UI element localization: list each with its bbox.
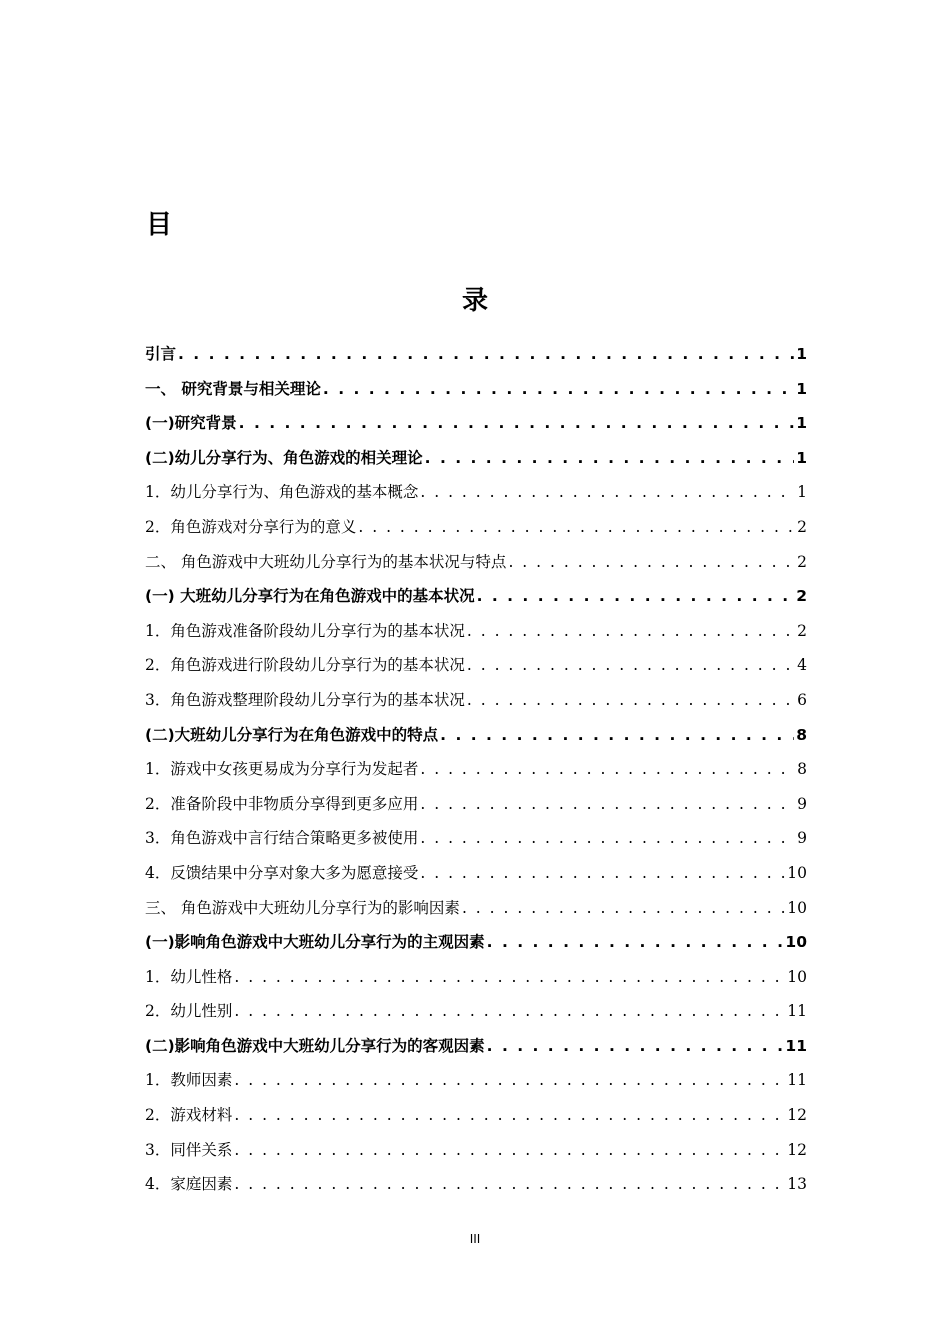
toc-entry-page: 10 — [787, 967, 807, 986]
toc-entry-page: 2 — [797, 552, 807, 571]
toc-dot-leader — [420, 483, 795, 501]
toc-dot-leader — [508, 553, 795, 571]
toc-dot-leader — [178, 345, 794, 363]
toc-entry[interactable] — [145, 446, 807, 481]
toc-dot-leader — [467, 691, 795, 709]
toc-entry[interactable] — [145, 550, 807, 585]
toc-entry-page: 10 — [787, 863, 807, 882]
toc-entry-title: 一、 研究背景与相关理论 — [145, 379, 321, 398]
toc-dot-leader — [440, 726, 794, 744]
toc-entry[interactable] — [145, 861, 807, 896]
toc-entry-page: 2 — [797, 517, 807, 536]
toc-entry-title: 三、 角色游戏中大班幼儿分享行为的影响因素 — [145, 898, 460, 917]
toc-entry-page: 11 — [785, 1036, 807, 1055]
table-of-contents — [145, 342, 807, 1207]
toc-entry[interactable] — [145, 515, 807, 550]
toc-entry[interactable] — [145, 584, 807, 619]
toc-entry-title: 2．角色游戏进行阶段幼儿分享行为的基本状况 — [145, 656, 465, 675]
toc-entry-page: 12 — [787, 1140, 807, 1159]
toc-dot-leader — [487, 933, 784, 951]
toc-entry-page: 8 — [797, 760, 807, 779]
toc-entry-title: 1．角色游戏准备阶段幼儿分享行为的基本状况 — [145, 621, 465, 640]
toc-entry[interactable] — [145, 930, 807, 965]
toc-dot-leader — [358, 518, 795, 536]
toc-entry-title: (二)影响角色游戏中大班幼儿分享行为的客观因素 — [145, 1036, 485, 1055]
toc-entry-page: 11 — [787, 1002, 807, 1021]
toc-dot-leader — [239, 414, 795, 432]
toc-entry-title: 3．角色游戏整理阶段幼儿分享行为的基本状况 — [145, 690, 465, 709]
toc-entry[interactable] — [145, 1068, 807, 1103]
toc-title-first-char: 目 — [146, 210, 173, 240]
toc-entry[interactable] — [145, 1034, 807, 1069]
toc-entry-title: (二)幼儿分享行为、角色游戏的相关理论 — [145, 448, 423, 467]
toc-dot-leader — [234, 968, 785, 986]
toc-entry-page: 8 — [796, 725, 807, 744]
toc-entry[interactable] — [145, 688, 807, 723]
toc-entry-title: 2．幼儿性别 — [145, 1002, 233, 1021]
toc-entry[interactable] — [145, 1172, 807, 1207]
toc-dot-leader — [467, 622, 795, 640]
toc-entry[interactable] — [145, 411, 807, 446]
toc-entry[interactable] — [145, 999, 807, 1034]
toc-entry-page: 9 — [797, 794, 807, 813]
toc-entry[interactable] — [145, 377, 807, 412]
page-number-footer: III — [469, 1232, 481, 1246]
toc-entry-page: 1 — [797, 483, 807, 502]
toc-entry-page: 2 — [796, 587, 807, 606]
toc-entry-title: 引言 — [145, 345, 177, 363]
toc-entry[interactable] — [145, 1103, 807, 1138]
toc-entry[interactable] — [145, 1138, 807, 1173]
toc-entry-title: 2．游戏材料 — [145, 1106, 233, 1125]
toc-dot-leader — [420, 864, 785, 882]
toc-entry-page: 11 — [787, 1071, 807, 1090]
toc-entry[interactable] — [145, 896, 807, 931]
toc-dot-leader — [234, 1141, 785, 1159]
toc-entry-page: 10 — [785, 933, 807, 952]
toc-entry-title: 2．角色游戏对分享行为的意义 — [145, 517, 357, 536]
toc-entry[interactable] — [145, 965, 807, 1000]
toc-dot-leader — [234, 1071, 785, 1089]
toc-entry-page: 1 — [796, 414, 807, 433]
toc-dot-leader — [420, 795, 795, 813]
toc-entry-page: 9 — [797, 829, 807, 848]
toc-dot-leader — [234, 1002, 785, 1020]
toc-entry-page: 6 — [797, 690, 807, 709]
toc-dot-leader — [420, 760, 795, 778]
toc-dot-leader — [477, 587, 795, 605]
toc-entry-title: 1．教师因素 — [145, 1071, 233, 1090]
toc-entry-page: 1 — [796, 345, 807, 363]
toc-entry[interactable] — [145, 342, 807, 377]
toc-entry-title: 4．反馈结果中分享对象大多为愿意接受 — [145, 863, 419, 882]
toc-entry[interactable] — [145, 480, 807, 515]
toc-entry-page: 4 — [797, 656, 807, 675]
toc-entry-title: 3．同伴关系 — [145, 1140, 233, 1159]
toc-entry-title: (一) 大班幼儿分享行为在角色游戏中的基本状况 — [145, 587, 475, 606]
toc-dot-leader — [420, 829, 795, 847]
toc-entry[interactable] — [145, 826, 807, 861]
toc-dot-leader — [234, 1175, 785, 1193]
toc-entry-page: 12 — [787, 1106, 807, 1125]
toc-entry-title: 1．游戏中女孩更易成为分享行为发起者 — [145, 760, 419, 779]
toc-dot-leader — [234, 1106, 785, 1124]
toc-dot-leader — [487, 1037, 784, 1055]
toc-entry-title: 3．角色游戏中言行结合策略更多被使用 — [145, 829, 419, 848]
toc-dot-leader — [323, 380, 794, 398]
toc-entry-title: (一)影响角色游戏中大班幼儿分享行为的主观因素 — [145, 933, 485, 952]
toc-entry-page: 1 — [796, 379, 807, 398]
toc-entry-title: 1．幼儿分享行为、角色游戏的基本概念 — [145, 483, 419, 502]
toc-title-second-char: 录 — [461, 286, 488, 316]
toc-entry-page: 10 — [787, 898, 807, 917]
toc-entry-page: 1 — [796, 448, 807, 467]
toc-entry[interactable] — [145, 723, 807, 758]
toc-dot-leader — [467, 656, 795, 674]
toc-dot-leader — [462, 899, 785, 917]
toc-entry-page: 2 — [797, 621, 807, 640]
toc-entry[interactable] — [145, 619, 807, 654]
toc-entry[interactable] — [145, 653, 807, 688]
toc-entry-title: (一)研究背景 — [145, 414, 237, 433]
toc-entry-title: 1．幼儿性格 — [145, 967, 233, 986]
toc-entry[interactable] — [145, 757, 807, 792]
toc-entry[interactable] — [145, 792, 807, 827]
toc-entry-title: 二、 角色游戏中大班幼儿分享行为的基本状况与特点 — [145, 552, 507, 571]
toc-entry-page: 13 — [787, 1175, 807, 1194]
toc-entry-title: 4．家庭因素 — [145, 1175, 233, 1194]
toc-entry-title: (二)大班幼儿分享行为在角色游戏中的特点 — [145, 725, 439, 744]
toc-dot-leader — [425, 449, 795, 467]
toc-entry-title: 2．准备阶段中非物质分享得到更多应用 — [145, 794, 419, 813]
